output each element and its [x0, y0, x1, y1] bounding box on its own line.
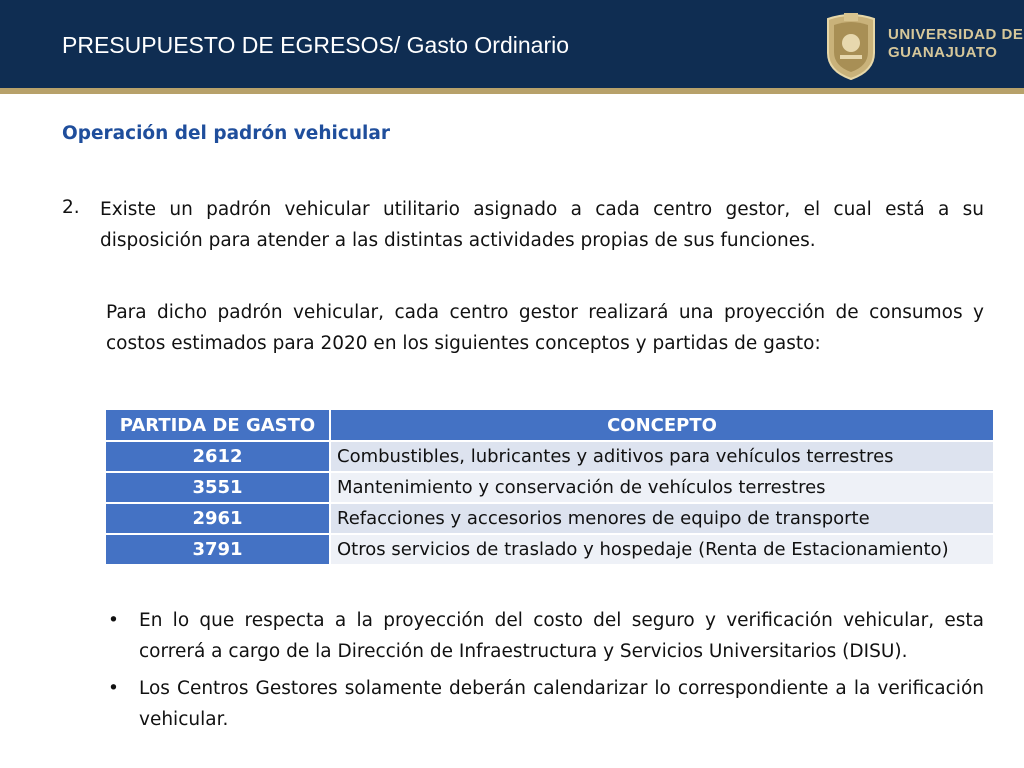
university-name-line1: UNIVERSIDAD DE: [888, 26, 1024, 43]
table-row: [105, 472, 994, 503]
table-row: [105, 503, 994, 534]
university-name-line2: GUANAJUATO: [888, 44, 998, 61]
row-concept: Refacciones y accesorios menores de equipo de transporte: [330, 503, 994, 534]
page-title: PRESUPUESTO DE EGRESOS/ Gasto Ordinario: [62, 32, 570, 58]
list-item: [106, 673, 984, 735]
bullet-text: En lo que respecta a la proyección del costo del seguro y verificación vehicular, esta correrá a cargo de la Dirección de Infraestructura y Servicios Universitarios (DISU).: [139, 610, 984, 662]
table-row: [105, 441, 994, 472]
header-concepto: CONCEPTO: [330, 409, 994, 441]
budget-table: [104, 408, 995, 566]
row-concept: Otros servicios de traslado y hospedaje (Renta de Estacionamiento): [330, 534, 994, 565]
university-shield-icon: [822, 9, 880, 81]
row-code: 2961: [105, 503, 330, 534]
table-row: [105, 534, 994, 565]
row-concept: Mantenimiento y conservación de vehículos terrestres: [330, 472, 994, 503]
row-concept: Combustibles, lubricantes y aditivos para vehículos terrestres: [330, 441, 994, 472]
item-text: Existe un padrón vehicular utilitario asignado a cada centro gestor, el cual está a su disposición para atender a las distintas actividades propias de sus funciones.: [100, 199, 984, 251]
row-code: 3791: [105, 534, 330, 565]
intro-paragraph: Para dicho padrón vehicular, cada centro gestor realizará una proyección de consumos y costos estimados para 2020 en los siguientes conceptos y partidas de gasto:: [106, 302, 984, 354]
header-divider: [0, 88, 1024, 94]
university-name: [888, 26, 1023, 62]
section-title: Operación del padrón vehicular: [62, 123, 390, 144]
table-header-row: [105, 409, 994, 441]
bullet-icon: •: [108, 610, 119, 631]
header-partida: PARTIDA DE GASTO: [105, 409, 330, 441]
header-bar: [0, 0, 1024, 88]
row-code: 2612: [105, 441, 330, 472]
list-item: [106, 605, 984, 667]
bullet-text: Los Centros Gestores solamente deberán calendarizar lo correspondiente a la verificación vehicular.: [139, 678, 984, 730]
bullet-icon: •: [108, 678, 119, 699]
row-code: 3551: [105, 472, 330, 503]
item-number: 2.: [62, 197, 80, 218]
bullet-list: [106, 605, 984, 741]
